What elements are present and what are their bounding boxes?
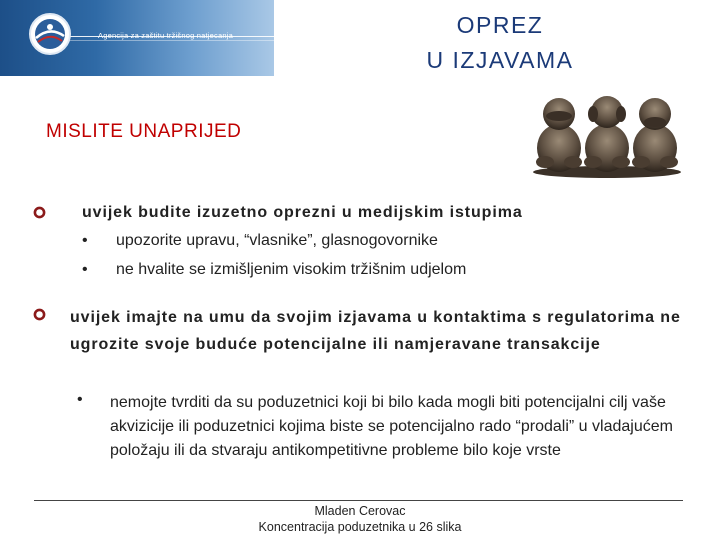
- ring-bullet-icon: [33, 308, 46, 321]
- banner-streak-secondary: [60, 40, 274, 41]
- title-line-1: OPREZ: [456, 12, 544, 38]
- footer: [200, 503, 520, 535]
- header-banner: [0, 0, 274, 76]
- slide-subtitle: MISLITE UNAPRIJED: [46, 121, 242, 142]
- slide-title: [360, 8, 640, 78]
- agency-name: Agencija za zaštitu tržišnog natjecanja: [98, 31, 233, 40]
- sub-bullet-marker: •: [77, 391, 83, 408]
- agency-logo-icon: [28, 12, 72, 56]
- footer-caption: Koncentracija poduzetnika u 26 slika: [258, 520, 462, 534]
- bullet-1-text: uvijek budite izuzetno oprezni u medijskim istupima: [82, 204, 523, 221]
- ring-bullet-icon: [33, 206, 46, 219]
- footer-author: Mladen Cerovac: [314, 504, 406, 518]
- footer-divider: [34, 500, 683, 501]
- title-line-2: U IZJAVAMA: [426, 47, 574, 73]
- bullet-2-sub-1-text: nemojte tvrditi da su poduzetnici koji bi bilo kada mogli biti potencijalni cilj vaše akvizicije ili poduzetnici kojima biste se potencijalno rado “prodali” u vladajućem položaju ili da stvaraju antikompetitivne probleme bilo koje vrste: [110, 394, 673, 459]
- three-wise-monkeys-image: [527, 88, 687, 180]
- sub-bullet-marker: •: [82, 261, 88, 278]
- bullet-1-sub-1-text: upozorite upravu, “vlasnike”, glasnogovornike: [116, 232, 438, 249]
- bullet-2-text: uvijek imajte na umu da svojim izjavama u kontaktima s regulatorima ne ugrozite svoje buduće potencijalne ili namjeravane transakcije: [70, 309, 681, 353]
- sub-bullet-marker: •: [82, 232, 88, 249]
- bullet-1-sub-2-text: ne hvalite se izmišljenim visokim tržišnim udjelom: [116, 261, 467, 278]
